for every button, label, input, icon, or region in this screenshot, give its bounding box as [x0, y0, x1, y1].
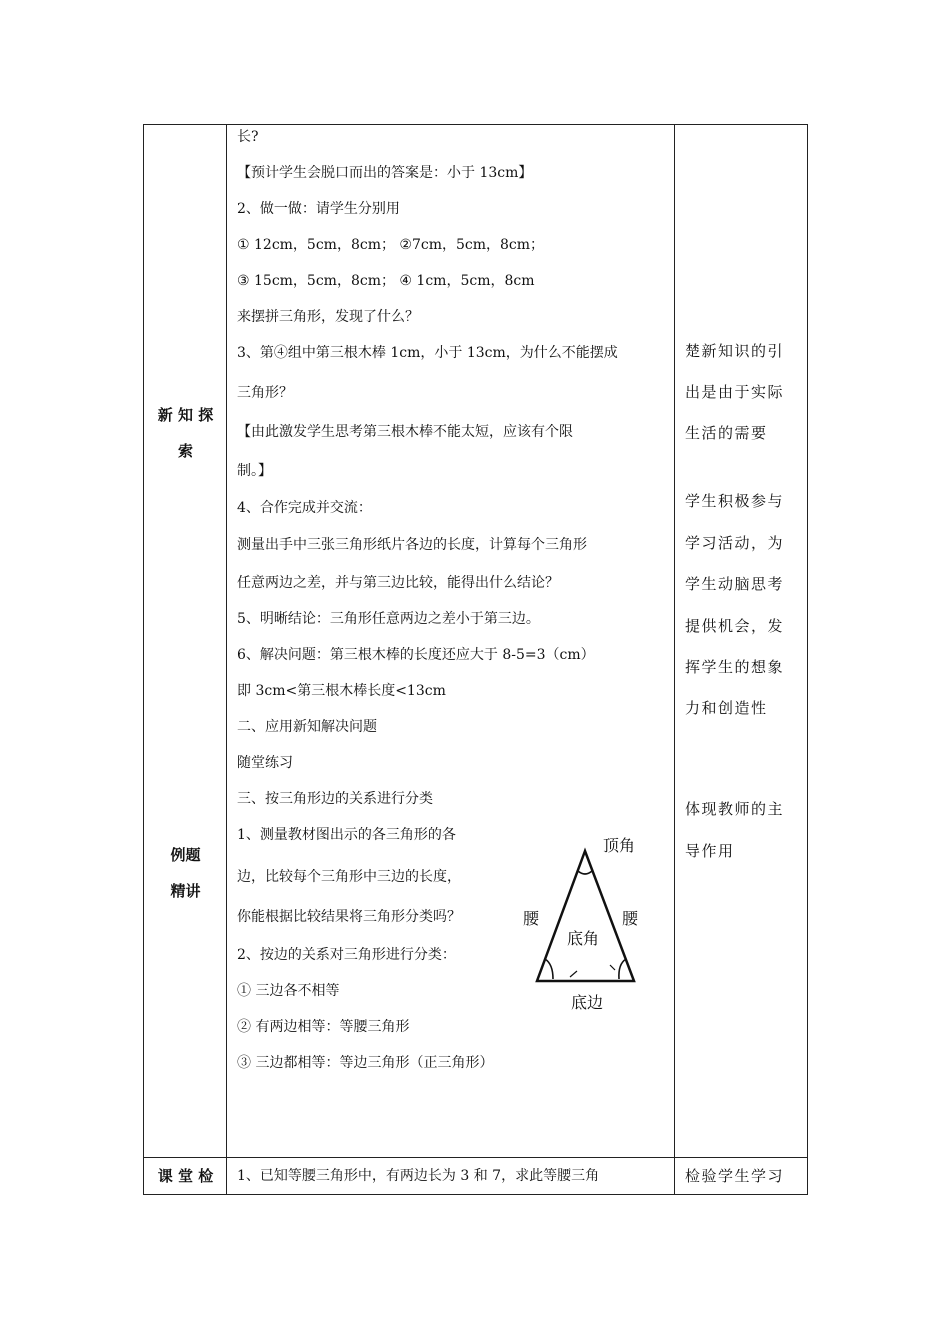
content-line: 二、应用新知解决问题	[237, 719, 377, 735]
content-line: 长?	[237, 129, 259, 145]
label-left-leg: 腰	[523, 909, 540, 928]
check-row	[144, 1158, 808, 1195]
content-line: 4、合作完成并交流：	[237, 500, 372, 516]
content-line: 1、测量教材图出示的各三角形的各	[237, 827, 456, 843]
section-label-example-1: 例题	[170, 846, 201, 864]
section-label-cell	[144, 125, 227, 1158]
content-line: 测量出手中三张三角形纸片各边的长度，计算每个三角形	[237, 537, 587, 553]
check-content-cell	[227, 1158, 675, 1195]
content-line: 你能根据比较结果将三角形分类吗？	[237, 909, 461, 925]
content-line: 三、按三角形边的关系进行分类	[237, 791, 433, 807]
lesson-plan-table	[143, 124, 808, 1195]
notes-cell	[675, 125, 808, 1158]
content-line: ② 有两边相等：等腰三角形	[237, 1019, 410, 1035]
check-note-cell	[675, 1158, 808, 1195]
section-label-example-2: 精讲	[170, 882, 201, 900]
content-line: 3、第④组中第三根木棒 1cm，小于 13cm，为什么不能摆成	[237, 345, 618, 361]
content-line: ① 12cm，5cm，8cm； ②7cm，5cm，8cm；	[237, 237, 545, 253]
content-line: ③ 三边都相等：等边三角形（正三角形）	[237, 1055, 494, 1071]
content-line: 2、按边的关系对三角形进行分类：	[237, 947, 456, 963]
content-line: 三角形？	[237, 385, 293, 401]
note-line: 生活的需要	[685, 424, 768, 442]
content-cell	[227, 125, 675, 1158]
note-line: 提供机会，发	[685, 617, 785, 635]
left-base-angle-arc	[545, 959, 553, 979]
content-line: ① 三边各不相等	[237, 983, 340, 999]
apex-angle-arc	[578, 871, 592, 874]
triangle-svg	[523, 831, 667, 1021]
isosceles-triangle-diagram	[523, 831, 667, 1021]
note-line: 体现教师的主	[685, 800, 785, 818]
label-right-leg: 腰	[622, 909, 639, 928]
note-line: 学生动脑思考	[685, 575, 785, 593]
section-label-check: 课 堂 检	[157, 1167, 214, 1185]
section-label-explore-2: 索	[177, 442, 193, 460]
main-row	[144, 125, 808, 1158]
content-line: 5、明晰结论：三角形任意两边之差小于第三边。	[237, 611, 540, 627]
base-angle-pointer-right	[610, 965, 615, 970]
section-label-explore-1: 新 知 探	[157, 406, 214, 424]
check-question: 1、已知等腰三角形中，有两边长为 3 和 7，求此等腰三角	[237, 1168, 600, 1184]
label-apex-angle: 顶角	[603, 836, 636, 855]
content-line: ③ 15cm，5cm，8cm； ④ 1cm，5cm，8cm	[237, 273, 535, 289]
content-line: 6、解决问题：第三根木棒的长度还应大于 8-5=3（cm）	[237, 647, 595, 663]
content-line: 2、做一做：请学生分别用	[237, 201, 400, 217]
content-line: 【预计学生会脱口而出的答案是：小于 13cm】	[237, 165, 533, 181]
label-base: 底边	[571, 993, 604, 1012]
content-line: 来摆拼三角形，发现了什么？	[237, 309, 419, 325]
content-line: 即 3cm<第三根木棒长度<13cm	[237, 683, 446, 699]
content-line: 随堂练习	[237, 755, 293, 771]
note-line: 导作用	[685, 842, 735, 860]
note-line: 学习活动，为	[685, 534, 785, 552]
note-line: 力和创造性	[685, 699, 768, 717]
note-line: 楚新知识的引	[685, 342, 785, 360]
note-line: 挥学生的想象	[685, 658, 785, 676]
content-line: 任意两边之差，并与第三边比较，能得出什么结论？	[237, 575, 559, 591]
triangle-outline	[537, 851, 634, 981]
note-line: 学生积极参与	[685, 492, 785, 510]
note-line: 出是由于实际	[685, 383, 785, 401]
check-note: 检验学生学习	[685, 1167, 785, 1185]
content-line: 制。】	[237, 463, 272, 479]
content-line: 边，比较每个三角形中三边的长度，	[237, 869, 461, 885]
right-base-angle-arc	[619, 959, 626, 979]
label-base-angle: 底角	[567, 929, 600, 948]
base-angle-pointer-left	[570, 971, 577, 977]
content-line: 【由此激发学生思考第三根木棒不能太短，应该有个限	[237, 424, 573, 440]
check-label-cell	[144, 1158, 227, 1195]
